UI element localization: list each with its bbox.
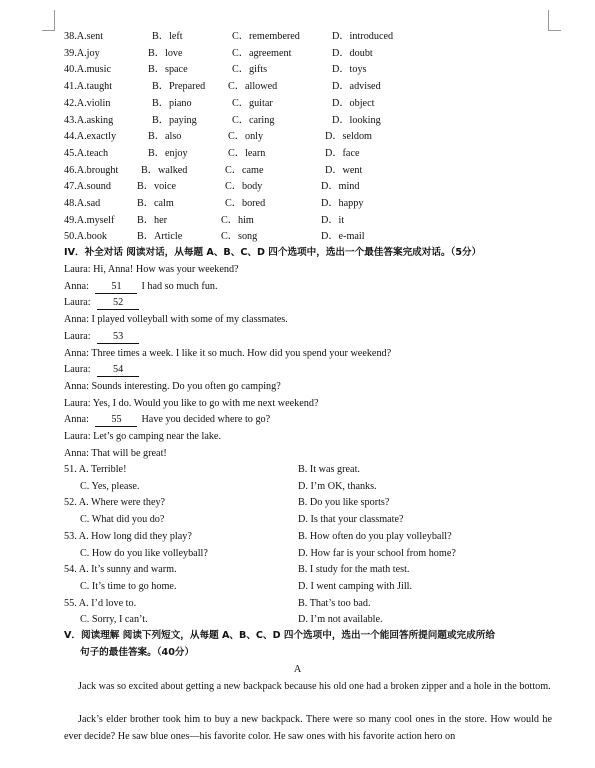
option-b: B．piano <box>152 97 192 109</box>
dialogue-text: Let’s go camping near the lake. <box>93 431 222 442</box>
cloze-option-row <box>64 229 464 245</box>
page-corner-mark-left <box>42 10 55 31</box>
dialogue-line <box>64 346 391 362</box>
answer-option-b: B. It was great. <box>298 464 360 475</box>
option-num: 48.A.sad <box>64 198 101 209</box>
option-b: B．left <box>152 31 183 42</box>
cloze-option-row <box>64 96 464 112</box>
option-b: B．Article <box>137 231 183 243</box>
answer-blank: 53 <box>97 330 139 344</box>
dialogue-line <box>64 262 239 278</box>
option-num: 45.A.teach <box>64 147 109 159</box>
answer-option-d: D. I’m not available. <box>298 614 383 626</box>
cloze-option-row <box>64 179 464 195</box>
option-d: D．e-mail <box>321 231 365 243</box>
answer-blank: 51 <box>95 280 137 294</box>
answer-option-a: 54. A. It’s sunny and warm. <box>64 564 177 576</box>
option-d: D．happy <box>321 198 364 209</box>
answer-option-a: 53. A. How long did they play? <box>64 530 192 542</box>
passage-paragraph-1: Jack was so excited about getting a new backpack because his old one had a broken zipper and a hole in the bottom. <box>78 681 551 692</box>
dialogue-line <box>64 279 218 295</box>
option-b: B．voice <box>137 181 177 193</box>
option-c: C．gifts <box>232 64 268 76</box>
cloze-option-row <box>64 213 464 229</box>
option-num: 38.A.sent <box>64 31 104 42</box>
speaker: Anna: <box>64 380 89 392</box>
answer-option-d: D. I went camping with Jill. <box>298 580 413 592</box>
cloze-option-row <box>64 79 464 95</box>
answer-option-d: D. Is that your classmate? <box>298 514 404 526</box>
dialogue-text: I had so much fun. <box>141 280 218 292</box>
option-d: D．it <box>321 214 345 226</box>
answer-option-b: B. I study for the math test. <box>298 564 410 576</box>
cloze-option-row <box>64 29 464 45</box>
cloze-option-row <box>64 46 464 62</box>
option-c: C．allowed <box>228 81 278 93</box>
dialogue-line <box>64 446 167 462</box>
option-d: D．seldom <box>325 131 372 143</box>
answer-blank: 54 <box>97 363 139 377</box>
speaker: Laura: <box>64 397 91 409</box>
answer-option-c: C. What did you do? <box>80 514 165 526</box>
dialogue-line <box>64 412 270 428</box>
option-d: D．advised <box>332 81 381 93</box>
option-b: B．also <box>148 131 182 143</box>
speaker: Laura: <box>64 297 91 309</box>
dialogue-line <box>64 329 143 345</box>
option-num: 46.A.brought <box>64 164 119 176</box>
speaker: Laura: <box>64 431 91 442</box>
option-b: B．enjoy <box>148 147 188 159</box>
section-4-heading: IV．补全对话 阅读对话，从每题 A、B、C、D 四个选项中，选出一个最佳答案完成对话。（5分） <box>64 247 482 258</box>
answer-option-a: 55. A. I’d love to. <box>64 597 137 609</box>
option-c: C．agreement <box>232 47 292 59</box>
speaker: Laura: <box>64 330 91 342</box>
cloze-option-row <box>64 163 464 179</box>
option-num: 40.A.music <box>64 64 111 76</box>
dialogue-text: Yes, I do. Would you like to go with me next weekend? <box>92 397 319 409</box>
dialogue-text: Have you decided where to go? <box>141 414 271 426</box>
option-num: 50.A.book <box>64 231 108 243</box>
speaker: Anna: <box>64 414 89 426</box>
answer-option-c: C. It’s time to go home. <box>80 580 177 592</box>
option-num: 43.A.asking <box>64 114 114 126</box>
speaker: Anna: <box>64 347 89 359</box>
answer-option-b: B. Do you like sports? <box>298 497 390 509</box>
answer-option-c: C. How do you like volleyball? <box>80 547 208 559</box>
speaker: Laura: <box>64 264 91 275</box>
option-d: D．introduced <box>332 31 394 42</box>
dialogue-line <box>64 362 143 378</box>
section-5-heading-line2: 句子的最佳答案。（40分） <box>80 647 195 658</box>
option-num: 49.A.myself <box>64 214 115 226</box>
dialogue-line <box>64 396 319 412</box>
answer-option-b: B. How often do you play volleyball? <box>298 530 452 542</box>
dialogue-text: That will be great! <box>91 447 167 459</box>
cloze-option-row <box>64 129 464 145</box>
option-c: C．guitar <box>232 97 273 109</box>
speaker: Anna: <box>64 447 89 459</box>
dialogue-line <box>64 429 221 445</box>
dialogue-line <box>64 379 281 395</box>
answer-option-d: D. I’m OK, thanks. <box>298 480 377 492</box>
option-d: D．mind <box>321 181 360 193</box>
option-c: C．bored <box>225 198 266 209</box>
option-c: C．remembered <box>232 31 300 42</box>
option-c: C．only <box>228 131 264 143</box>
answer-option-b: B. That’s too bad. <box>298 597 371 609</box>
option-c: C．came <box>225 164 264 176</box>
section-5-heading-line1: V．阅读理解 阅读下列短文，从每题 A、B、C、D 四个选项中，选出一个能回答所提问题或完成所给 <box>64 630 495 641</box>
speaker: Laura: <box>64 364 91 376</box>
cloze-option-row <box>64 113 464 129</box>
passage-paragraph-2: Jack’s elder brother took him to buy a new backpack. There were so many cool ones in the store. How would he ever decide? He saw blue ones—his favorite color. He saw ones with his favorite action hero on <box>64 714 552 742</box>
cloze-option-row <box>64 62 464 78</box>
option-b: B．walked <box>141 164 188 176</box>
option-c: C．learn <box>228 147 266 159</box>
passage-label: A <box>293 664 302 675</box>
option-d: D．toys <box>332 64 367 76</box>
option-b: B．her <box>137 214 167 226</box>
dialogue-text: Three times a week. I like it so much. How did you spend your weekend? <box>91 347 392 359</box>
option-b: B．love <box>148 47 183 59</box>
dialogue-text: Hi, Anna! How was your weekend? <box>93 264 239 275</box>
dialogue-line <box>64 312 288 328</box>
dialogue-text: I played volleyball with some of my classmates. <box>91 314 288 326</box>
option-b: B．Prepared <box>152 81 206 93</box>
speaker: Anna: <box>64 280 89 292</box>
option-c: C．caring <box>232 114 275 126</box>
option-d: D．doubt <box>332 47 373 59</box>
option-num: 44.A.exactly <box>64 131 117 143</box>
answer-option-a: 51. A. Terrible! <box>64 464 127 475</box>
speaker: Anna: <box>64 314 89 326</box>
answer-option-c: C. Yes, please. <box>80 480 140 492</box>
answer-option-a: 52. A. Where were they? <box>64 497 166 509</box>
cloze-option-row <box>64 196 464 212</box>
answer-blank: 52 <box>97 296 139 310</box>
option-num: 41.A.taught <box>64 81 113 93</box>
option-c: C．song <box>221 231 258 243</box>
answer-blank: 55 <box>95 413 137 427</box>
option-d: D．face <box>325 147 360 159</box>
option-num: 39.A.joy <box>64 47 100 59</box>
option-d: D．went <box>325 164 363 176</box>
option-b: B．space <box>148 64 188 76</box>
option-c: C．body <box>225 181 263 193</box>
cloze-option-row <box>64 146 464 162</box>
option-b: B．calm <box>137 198 174 209</box>
option-c: C．him <box>221 214 254 226</box>
option-d: D．object <box>332 97 375 109</box>
dialogue-text: Sounds interesting. Do you often go camping? <box>91 380 281 392</box>
option-num: 47.A.sound <box>64 181 111 193</box>
answer-option-d: D. How far is your school from home? <box>298 547 456 559</box>
page-corner-mark-right <box>548 10 561 31</box>
option-b: B．paying <box>152 114 197 126</box>
option-d: D．looking <box>332 114 381 126</box>
option-num: 42.A.violin <box>64 97 111 109</box>
dialogue-line <box>64 295 143 311</box>
answer-option-c: C. Sorry, I can’t. <box>80 614 148 626</box>
